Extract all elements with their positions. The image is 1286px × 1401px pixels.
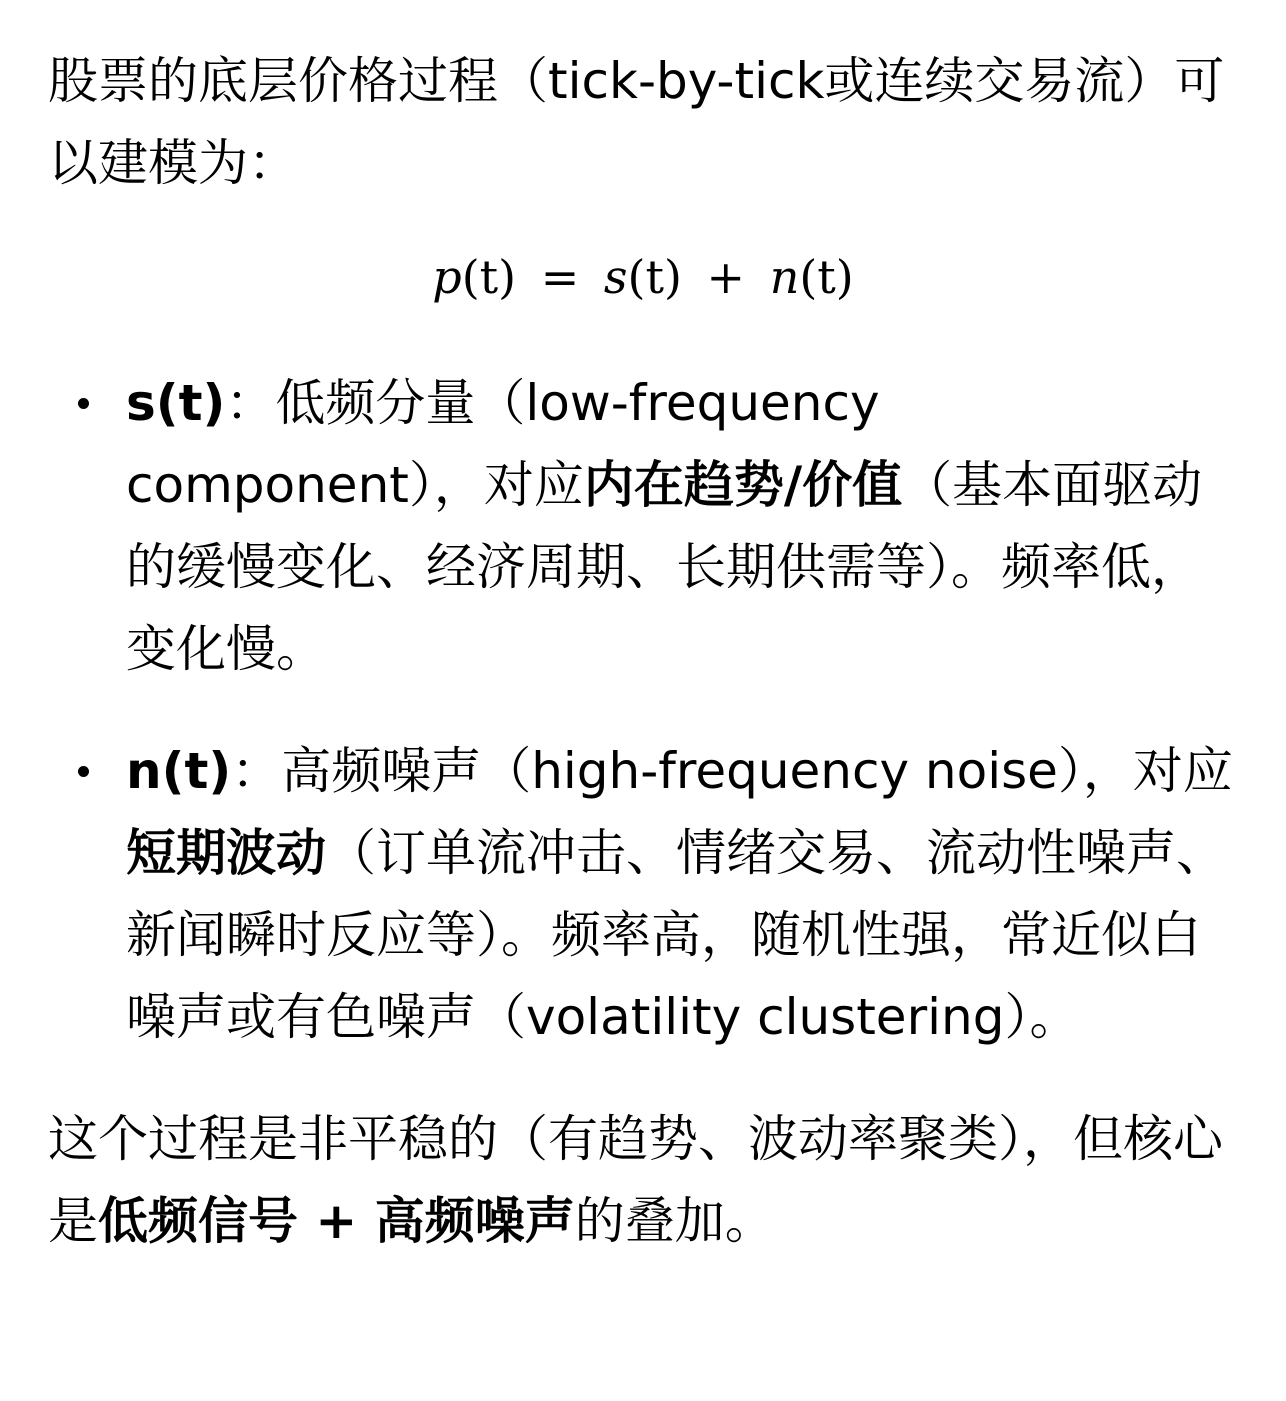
summary-text: 这个过程是非平稳的（有趋势、波动率聚类），但核心是 bbox=[48, 1110, 1223, 1250]
item-text: 高频噪声（high-frequency noise），对应 bbox=[281, 742, 1233, 800]
formula-plus: + bbox=[706, 250, 746, 304]
list-item-low-frequency bbox=[48, 362, 1236, 690]
item-text: （订单流冲击、情绪交易、流动性噪声、新闻瞬时反应等）。频率高，随机性强，常近似白噪声或有色噪声（volatility clustering）。 bbox=[126, 824, 1226, 1046]
term-s: s(t) bbox=[126, 374, 226, 432]
component-list bbox=[48, 362, 1238, 1058]
item-highlight: 短期波动 bbox=[126, 824, 326, 882]
summary-paragraph bbox=[48, 1098, 1238, 1262]
intro-paragraph: 股票的底层价格过程（tick-by-tick或连续交易流）可以建模为： bbox=[48, 52, 1225, 192]
term-colon: ： bbox=[225, 374, 276, 432]
item-text: 低频分量（low-frequency component），对应 bbox=[126, 374, 880, 514]
formula-n: n bbox=[769, 250, 800, 304]
formula-p: p bbox=[432, 250, 462, 304]
formula-arg-1: (t) bbox=[461, 250, 517, 304]
formula-equals: = bbox=[540, 250, 580, 304]
price-formula bbox=[48, 242, 1238, 312]
item-text: （基本面驱动的缓慢变化、经济周期、长期供需等）。频率低，变化慢。 bbox=[126, 456, 1203, 678]
item-highlight: 内在趋势/价值 bbox=[583, 456, 903, 514]
formula-s: s bbox=[603, 250, 628, 304]
list-item-high-frequency bbox=[48, 730, 1236, 1058]
term-colon: ： bbox=[231, 742, 282, 800]
formula-arg-3: (t) bbox=[799, 250, 854, 304]
summary-highlight: 低频信号 + 高频噪声 bbox=[98, 1192, 575, 1250]
term-n: n(t) bbox=[126, 742, 232, 800]
summary-text: 的叠加。 bbox=[574, 1192, 775, 1250]
formula-arg-2: (t) bbox=[627, 250, 682, 304]
